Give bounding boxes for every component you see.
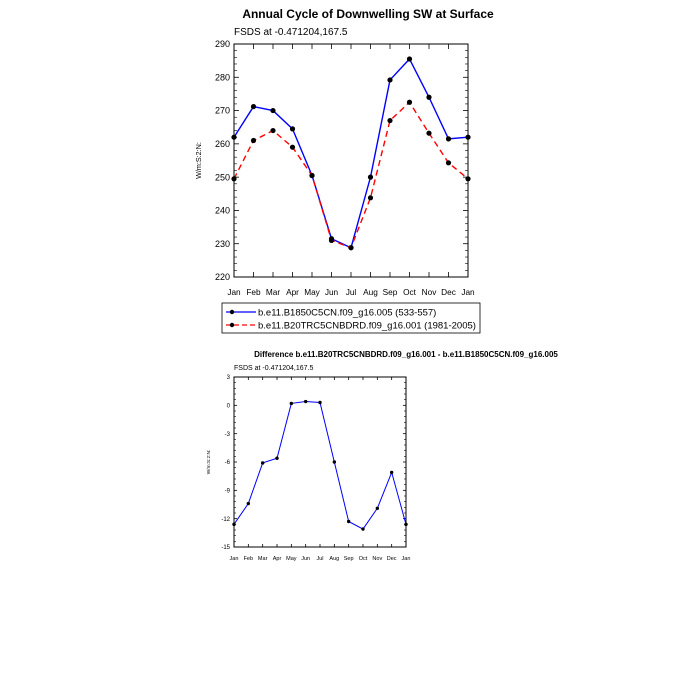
data-point [251, 104, 256, 109]
x-tick-label: Jan [229, 556, 239, 562]
data-point [304, 400, 307, 403]
x-tick-label: May [286, 556, 297, 562]
y-tick-label: 250 [214, 172, 230, 183]
x-tick-label: Mar [257, 556, 268, 562]
data-point [348, 245, 353, 250]
data-point [407, 56, 412, 61]
y-axis-label: W/m:S:2:N: [207, 449, 212, 475]
data-point [361, 527, 364, 530]
x-tick-label: May [304, 288, 320, 297]
legend-marker [230, 310, 234, 314]
x-tick-label: Aug [363, 288, 378, 297]
data-point [426, 131, 431, 136]
y-tick-label: 230 [214, 238, 230, 249]
x-tick-label: Nov [372, 556, 383, 562]
data-point [465, 176, 470, 181]
y-tick-label: -12 [221, 516, 230, 523]
data-point [376, 507, 379, 510]
data-point [368, 175, 373, 180]
data-point [261, 461, 264, 464]
chart-title: Annual Cycle of Downwelling SW at Surface [242, 7, 494, 21]
x-tick-label: Jun [324, 288, 339, 297]
y-tick-label: 0 [226, 403, 230, 410]
x-tick-label: Jan [227, 288, 241, 297]
data-point [251, 138, 256, 143]
x-tick-label: Apr [286, 288, 299, 297]
x-tick-label: Feb [243, 556, 254, 562]
y-tick-label: 3 [226, 375, 230, 382]
data-point [390, 471, 393, 474]
data-point [270, 108, 275, 113]
data-point [426, 95, 431, 100]
x-tick-label: Sep [343, 556, 354, 562]
data-point [387, 77, 392, 82]
x-tick-label: Jul [316, 556, 324, 562]
data-point [404, 523, 407, 526]
y-tick-label: -15 [221, 545, 230, 552]
data-point [318, 401, 321, 404]
x-tick-label: Jun [301, 556, 311, 562]
data-point [232, 523, 235, 526]
series-line-0 [234, 59, 468, 248]
data-point [275, 457, 278, 460]
legend-entry-1: b.e11.B20TRC5CNBDRD.f09_g16.001 (1981-2005) [258, 320, 476, 332]
y-tick-label: 270 [214, 105, 230, 116]
y-tick-label: -3 [224, 431, 230, 438]
x-tick-label: Jan [461, 288, 475, 297]
y-tick-label: 280 [214, 72, 230, 83]
x-tick-label: Sep [382, 288, 398, 297]
chart-subtitle: FSDS at -0.471204,167.5 [234, 27, 348, 38]
x-tick-label: Oct [403, 288, 416, 297]
x-tick-label: Jul [345, 288, 357, 297]
data-point [387, 118, 392, 123]
data-point [465, 135, 470, 140]
series-line-0 [234, 402, 406, 530]
data-point [407, 100, 412, 105]
y-tick-label: 220 [214, 272, 230, 283]
data-point [247, 502, 250, 505]
chart-subtitle: FSDS at -0.471204,167.5 [234, 365, 314, 372]
data-point [347, 520, 350, 523]
x-tick-label: Mar [265, 288, 281, 297]
x-tick-label: Dec [441, 288, 456, 297]
data-point [290, 402, 293, 405]
x-tick-label: Nov [421, 288, 437, 297]
legend-marker [230, 323, 234, 327]
data-point [329, 238, 334, 243]
data-point [446, 160, 451, 165]
y-tick-label: -6 [224, 460, 230, 467]
data-point [231, 135, 236, 140]
data-point [309, 173, 314, 178]
data-point [290, 126, 295, 131]
y-tick-label: -9 [224, 488, 230, 495]
x-tick-label: Oct [358, 556, 368, 562]
data-point [290, 145, 295, 150]
data-point [231, 176, 236, 181]
legend-entry-0: b.e11.B1850C5CN.f09_g16.005 (533-557) [258, 307, 437, 319]
x-tick-label: Apr [272, 556, 282, 562]
y-tick-label: 240 [214, 205, 230, 216]
x-tick-label: Jan [401, 556, 411, 562]
x-tick-label: Dec [386, 556, 397, 562]
data-point [333, 460, 336, 463]
data-point [446, 136, 451, 141]
data-point [368, 195, 373, 200]
x-tick-label: Feb [246, 288, 261, 297]
y-tick-label: 290 [214, 39, 230, 50]
data-point [270, 128, 275, 133]
chart-title: Difference b.e11.B20TRC5CNBDRD.f09_g16.001 - b.e11.B1850C5CN.f09_g16.005 [254, 350, 558, 359]
series-line-1 [234, 102, 468, 247]
y-axis-label: W/m:S:2:N: [194, 142, 203, 179]
plot-frame [234, 44, 468, 277]
x-tick-label: Aug [329, 556, 340, 562]
y-tick-label: 260 [214, 139, 230, 150]
